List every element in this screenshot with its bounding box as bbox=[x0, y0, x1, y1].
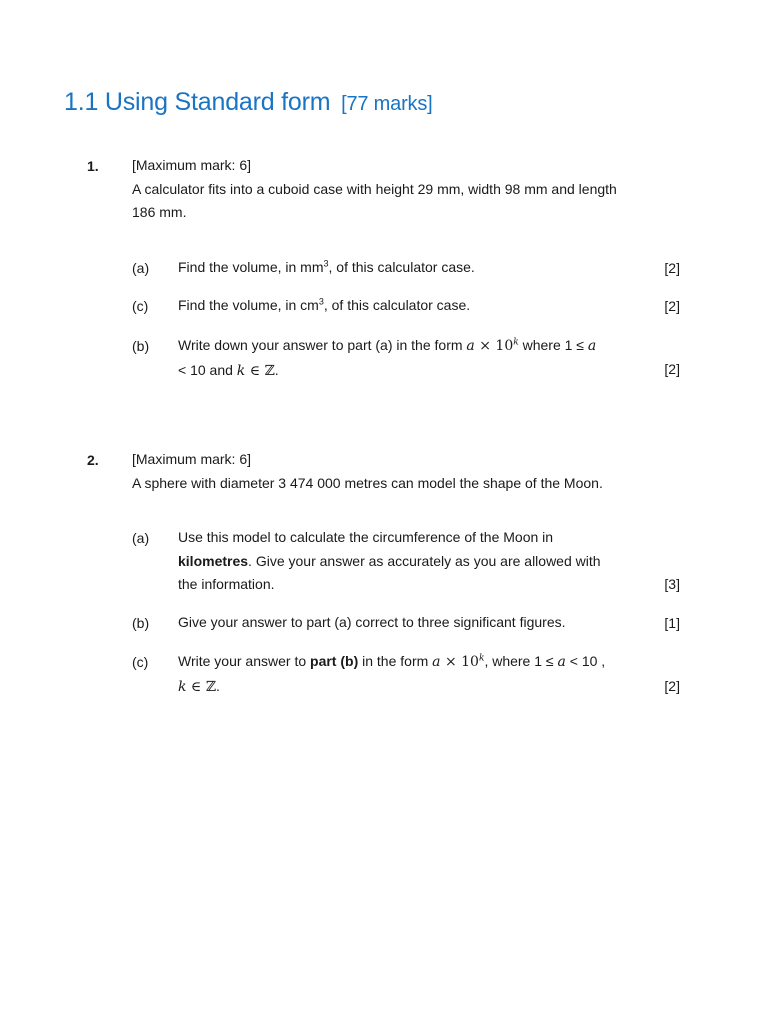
q1-part-b-line2-pre: < 10 and bbox=[178, 361, 237, 378]
q2-part-c-mid: in the form bbox=[358, 653, 433, 669]
q2-part-c-times: × 10 bbox=[440, 654, 479, 670]
q1-part-c-post: , of this calculator case. bbox=[323, 297, 471, 313]
q2-part-b-mark: [1] bbox=[664, 615, 680, 631]
q2-part-a-label: (a) bbox=[132, 530, 150, 546]
q2-part-b-text: Give your answer to part (a) correct to three significant figures. bbox=[178, 614, 566, 630]
q1-part-b-line2-post: . bbox=[274, 361, 279, 378]
q2-part-b-label: (b) bbox=[132, 615, 150, 631]
q1-part-b-times: × 10 bbox=[474, 338, 514, 354]
question-2-number: 2. bbox=[87, 452, 99, 468]
q2-part-c-bold: part (b) bbox=[310, 653, 359, 669]
question-2-stem-line-1: A sphere with diameter 3 474 000 metres can model the shape of the Moon. bbox=[132, 474, 603, 491]
q2-part-c-mark: [2] bbox=[664, 678, 680, 694]
q1-part-b-line-1 bbox=[178, 334, 618, 359]
q2-part-a-line-1: Use this model to calculate the circumference of the Moon in bbox=[178, 529, 554, 545]
q2-part-a-mark: [3] bbox=[664, 576, 680, 592]
question-2-max-mark: [Maximum mark: 6] bbox=[132, 451, 252, 467]
q1-part-c-text bbox=[178, 294, 618, 318]
q2-part-c-line-1 bbox=[178, 650, 618, 675]
question-1-stem-line-2: 186 mm. bbox=[132, 204, 187, 220]
q2-part-c-var-a2: a bbox=[557, 654, 566, 670]
q1-part-b-var-k: k bbox=[236, 362, 246, 379]
q1-part-b-line1-post: where 1 ≤ bbox=[518, 337, 588, 353]
q2-part-c-text bbox=[178, 650, 618, 699]
question-1-number: 1. bbox=[87, 158, 99, 174]
q1-part-b-mark: [2] bbox=[664, 361, 680, 377]
q1-part-b-var-a2: a bbox=[587, 338, 597, 354]
q1-part-a-mark: [2] bbox=[664, 260, 680, 276]
q2-part-a-line2-post: . Give your answer as accurately as you are allowed with bbox=[248, 552, 601, 569]
q1-part-a-pre: Find the volume, in mm bbox=[178, 259, 324, 275]
question-1-max-mark: [Maximum mark: 6] bbox=[132, 157, 252, 173]
q1-part-b-in-z: ∈ ℤ bbox=[245, 362, 275, 379]
q1-part-a-sup: 3 bbox=[323, 258, 329, 269]
q2-part-c-end: . bbox=[215, 677, 220, 694]
q1-part-c-pre: Find the volume, in cm bbox=[178, 297, 319, 313]
q1-part-a-post: , of this calculator case. bbox=[328, 259, 475, 275]
q2-part-c-var-k: k bbox=[178, 678, 187, 695]
q1-part-b-label: (b) bbox=[132, 338, 150, 354]
q2-part-c-var-a: a bbox=[432, 654, 441, 670]
section-title bbox=[64, 88, 433, 117]
q1-part-b-var-a: a bbox=[466, 338, 475, 354]
q2-part-c-label: (c) bbox=[132, 654, 149, 670]
question-2-stem bbox=[132, 448, 652, 495]
q2-part-c-post2: < 10 , bbox=[565, 653, 606, 669]
q1-part-b-exp-k: k bbox=[513, 337, 519, 348]
section-title-text: 1.1 Using Standard form bbox=[64, 88, 331, 116]
q1-part-b-line-2 bbox=[178, 359, 618, 384]
q2-part-c-in-z: ∈ ℤ bbox=[186, 678, 216, 695]
section-marks: [77 marks] bbox=[341, 93, 433, 115]
q1-part-b-text bbox=[178, 334, 618, 383]
q2-part-a-line-2 bbox=[178, 550, 618, 574]
q2-part-a-text bbox=[178, 526, 618, 597]
question-1-stem bbox=[132, 154, 652, 225]
q2-part-c-post: , where 1 ≤ bbox=[484, 653, 558, 669]
q2-part-a-line-3: the information. bbox=[178, 576, 275, 592]
q1-part-c-mark: [2] bbox=[664, 298, 680, 314]
q1-part-a-text bbox=[178, 256, 618, 280]
q2-part-c-pre: Write your answer to bbox=[178, 653, 311, 669]
q1-part-c-label: (c) bbox=[132, 298, 149, 314]
q2-part-c-exp-k: k bbox=[478, 653, 485, 664]
question-1-stem-line-1: A calculator fits into a cuboid case with height 29 mm, width 98 mm and length bbox=[132, 180, 617, 197]
q2-part-c-line-2 bbox=[178, 675, 618, 700]
q2-part-a-bold: kilometres bbox=[178, 552, 249, 569]
q1-part-b-line1-pre: Write down your answer to part (a) in the form bbox=[178, 337, 467, 353]
q1-part-c-sup: 3 bbox=[318, 296, 324, 307]
q1-part-a-label: (a) bbox=[132, 260, 150, 276]
